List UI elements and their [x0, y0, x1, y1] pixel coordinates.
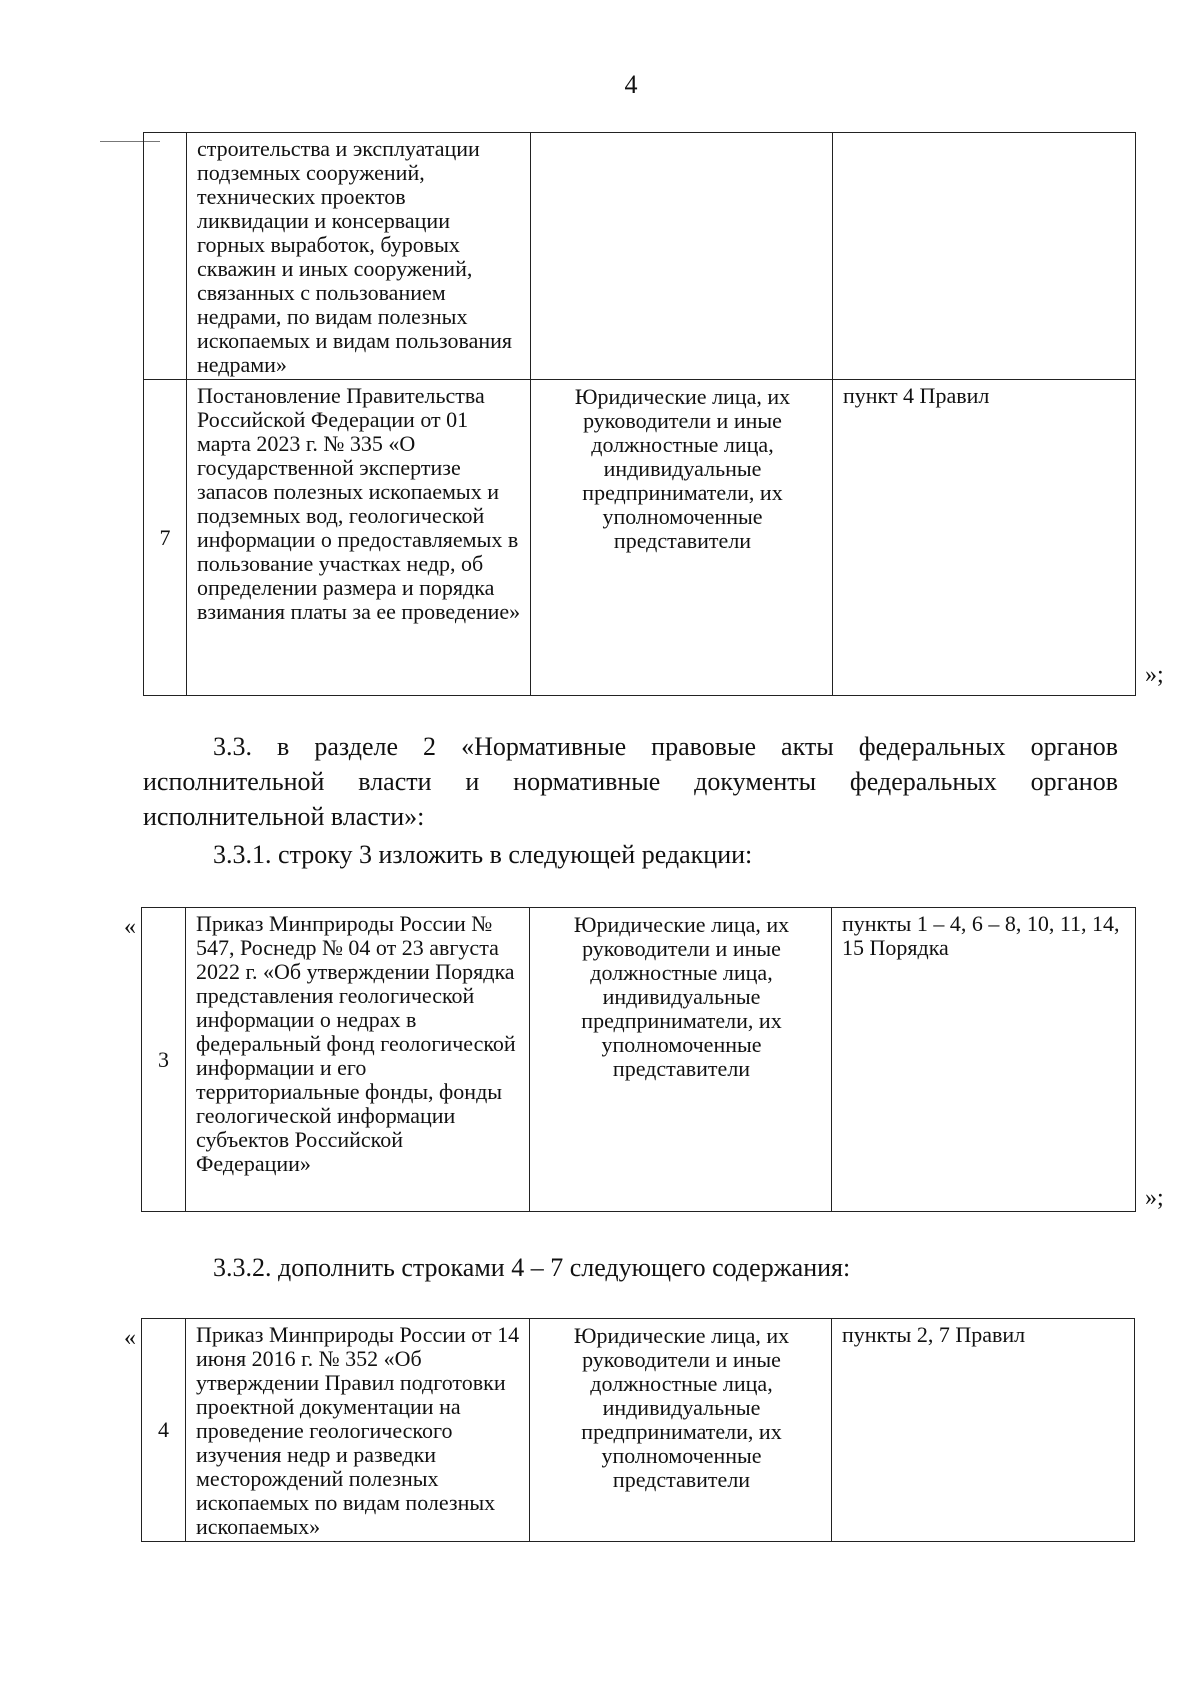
subjects-cell: Юридические лица, их руководители и иные должностные лица, индивидуальные предприниматели, их уполномоченные представители — [530, 1319, 832, 1542]
closing-quote-mark: »; — [1145, 1185, 1164, 1211]
table-row-continuation — [144, 133, 1136, 380]
reference-cell: пункты 1 – 4, 6 – 8, 10, 11, 14, 15 Порядка — [832, 908, 1136, 1212]
reference-cell: пункт 4 Правил — [833, 380, 1136, 696]
paragraph-3-3-1: 3.3.1. строку 3 изложить в следующей редакции: — [213, 840, 753, 869]
row-number-cell: 4 — [142, 1319, 186, 1542]
row-number-cell: 3 — [142, 908, 186, 1212]
paragraph-3-3-2: 3.3.2. дополнить строками 4 – 7 следующего содержания: — [213, 1253, 851, 1282]
act-cell: строительства и эксплуатации подземных сооружений, технических проектов ликвидации и консервации горных выработок, буровых скважин и иных сооружений, связанных с пользованием недрами, по видам полезных ископаемых и видам пользования недрами» — [187, 133, 531, 380]
row-number-cell: 7 — [144, 380, 187, 696]
opening-quote-mark: « — [124, 1325, 136, 1351]
reference-cell — [833, 133, 1136, 380]
table-row-7 — [144, 380, 1136, 696]
page-number: 4 — [624, 70, 638, 99]
act-cell: Приказ Минприроды России от 14 июня 2016 г. № 352 «Об утверждении Правил подготовки проектной документации на проведение геологического изучения недр и разведки месторождений полезных ископаемых по видам полезных ископаемых» — [186, 1319, 530, 1542]
reference-cell: пункты 2, 7 Правил — [832, 1319, 1135, 1542]
table-row-3 — [142, 908, 1136, 1212]
subjects-cell — [531, 133, 833, 380]
subjects-cell: Юридические лица, их руководители и иные должностные лица, индивидуальные предприниматели, их уполномоченные представители — [530, 908, 832, 1212]
opening-quote-mark: « — [124, 914, 136, 940]
subjects-cell: Юридические лица, их руководители и иные должностные лица, индивидуальные предприниматели, их уполномоченные представители — [531, 380, 833, 696]
row-number-cell — [144, 133, 187, 380]
act-cell: Постановление Правительства Российской Федерации от 01 марта 2023 г. № 335 «О государственной экспертизе запасов полезных ископаемых и подземных вод, геологической информации о предоставляемых в пользование участках недр, об определении размера и порядка взимания платы за ее проведение» — [187, 380, 531, 696]
table-rows-4-7-addition — [141, 1318, 1135, 1542]
table-row-4 — [142, 1319, 1135, 1542]
paragraph-3-3: 3.3. в разделе 2 «Нормативные правовые акты федеральных органов исполнительной власти и нормативные документы федеральных органов исполнительной власти»: — [143, 732, 1118, 831]
act-cell: Приказ Минприроды России № 547, Роснедр № 04 от 23 августа 2022 г. «Об утверждении Порядка представления геологической информации о недрах в федеральный фонд геологической информации и его территориальные фонды, фонды геологической информации субъектов Российской Федерации» — [186, 908, 530, 1212]
closing-quote-mark: »; — [1145, 662, 1164, 688]
table-section-1 — [143, 132, 1136, 696]
table-row-3-replacement — [141, 907, 1136, 1212]
